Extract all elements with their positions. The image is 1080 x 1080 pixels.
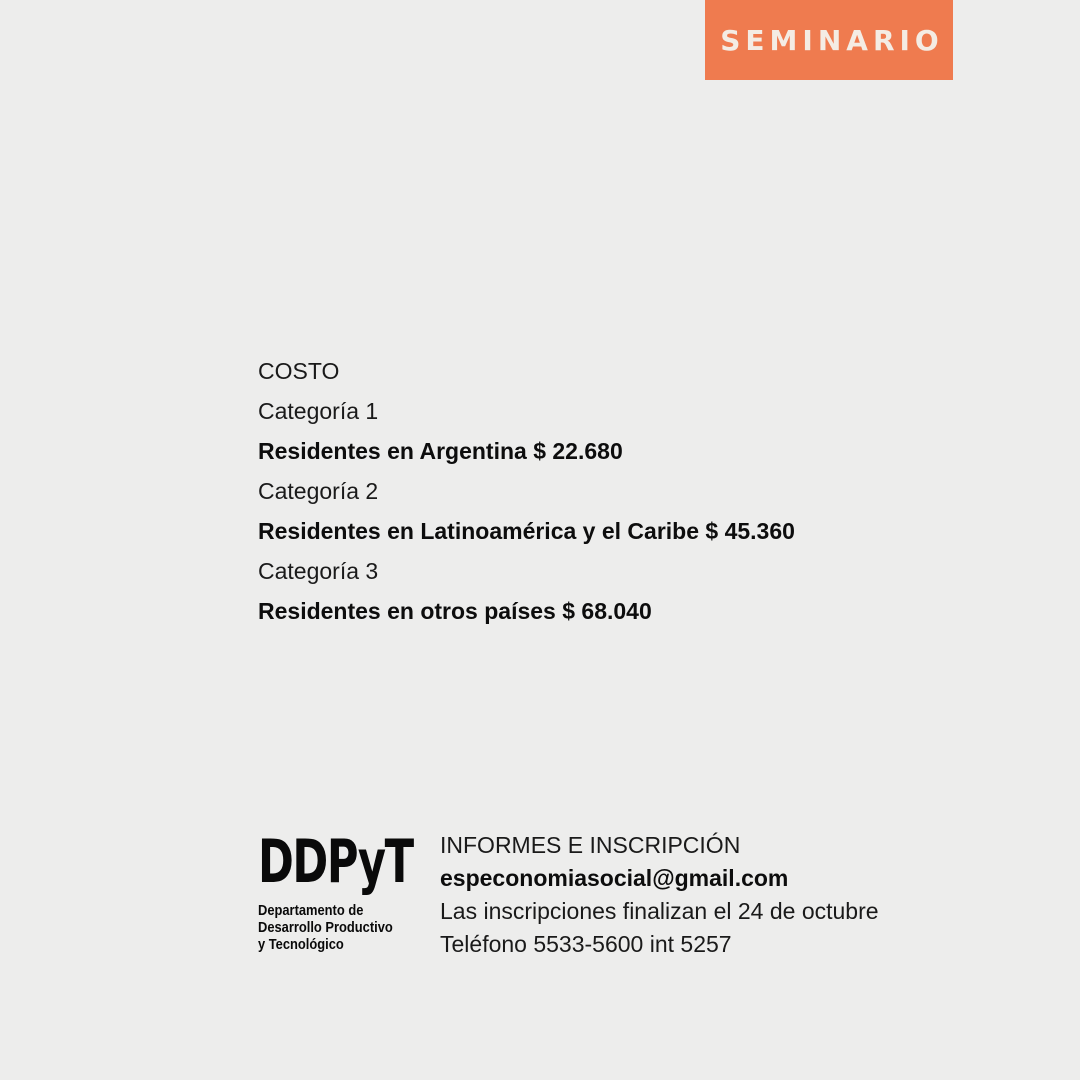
category-3-name: Categoría 3 (258, 558, 379, 584)
logo-line-2: Desarrollo Productivo (258, 919, 393, 936)
category-3-detail: Residentes en otros países $ 68.040 (258, 598, 652, 624)
registration-deadline: Las inscripciones finalizan el 24 de octubre (440, 898, 879, 924)
category-2-name: Categoría 2 (258, 478, 379, 504)
category-2-detail: Residentes en Latinoamérica y el Caribe $ 45.360 (258, 518, 795, 544)
contact-email[interactable]: especonomiasocial@gmail.com (440, 865, 789, 891)
seminario-badge (705, 0, 953, 80)
logo-line-3: y Tecnológico (258, 936, 344, 953)
category-1-name: Categoría 1 (258, 398, 379, 424)
logo-subtitle (258, 902, 404, 953)
logo-line-1: Departamento de (258, 902, 364, 919)
info-section (440, 829, 1040, 961)
info-heading: INFORMES E INSCRIPCIÓN (440, 832, 741, 858)
cost-heading: COSTO (258, 358, 340, 384)
ddpyt-logo (258, 827, 428, 953)
badge-label: SEMINARIO (720, 23, 944, 57)
cost-section (258, 351, 1018, 631)
category-1-detail: Residentes en Argentina $ 22.680 (258, 438, 623, 464)
contact-phone: Teléfono 5533-5600 int 5257 (440, 931, 732, 957)
logo-mark: DDPyT (258, 827, 413, 897)
